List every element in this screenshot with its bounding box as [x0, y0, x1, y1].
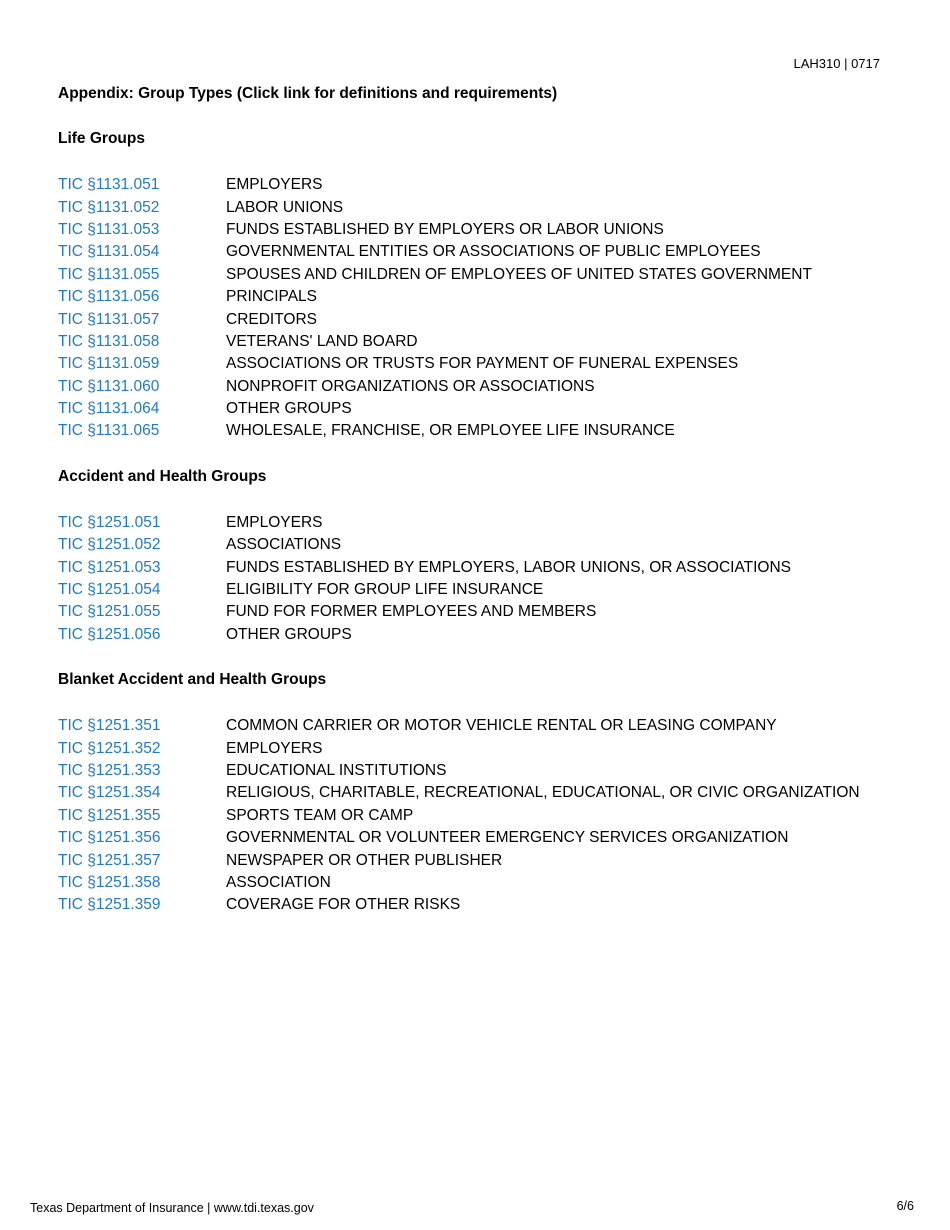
statute-link[interactable]: TIC §1131.059 [58, 355, 160, 373]
group-type-name: NONPROFIT ORGANIZATIONS OR ASSOCIATIONS [226, 377, 595, 395]
group-row [58, 512, 918, 534]
group-row [58, 760, 918, 782]
group-row [58, 376, 918, 398]
statute-link[interactable]: TIC §1251.053 [58, 558, 161, 576]
statute-link[interactable]: TIC §1131.065 [58, 422, 160, 440]
group-type-name: RELIGIOUS, CHARITABLE, RECREATIONAL, EDUCATIONAL, OR CIVIC ORGANIZATION [226, 784, 860, 802]
group-row [58, 872, 918, 894]
statute-link[interactable]: TIC §1251.359 [58, 896, 161, 914]
section-heading-life-groups: Life Groups [58, 130, 145, 147]
statute-link[interactable]: TIC §1251.056 [58, 625, 161, 643]
statute-link[interactable]: TIC §1131.051 [58, 176, 160, 194]
group-row [58, 420, 918, 442]
group-row [58, 737, 918, 759]
statute-link[interactable]: TIC §1251.355 [58, 806, 161, 824]
accident-health-groups-list [58, 512, 918, 646]
statute-link[interactable]: TIC §1251.351 [58, 717, 161, 735]
group-type-name: OTHER GROUPS [226, 400, 352, 418]
group-row [58, 579, 918, 601]
group-type-name: EMPLOYERS [226, 513, 323, 531]
group-type-name: VETERANS' LAND BOARD [226, 332, 418, 350]
group-type-name: ELIGIBILITY FOR GROUP LIFE INSURANCE [226, 581, 544, 599]
group-row [58, 264, 918, 286]
group-type-name: FUNDS ESTABLISHED BY EMPLOYERS, LABOR UNIONS, OR ASSOCIATIONS [226, 558, 792, 576]
statute-link[interactable]: TIC §1251.352 [58, 739, 161, 757]
statute-link[interactable]: TIC §1131.055 [58, 265, 160, 283]
group-type-name: COVERAGE FOR OTHER RISKS [226, 896, 461, 914]
group-type-name: FUNDS ESTABLISHED BY EMPLOYERS OR LABOR UNIONS [226, 220, 664, 238]
group-type-name: SPOUSES AND CHILDREN OF EMPLOYEES OF UNITED STATES GOVERNMENT [226, 265, 812, 283]
group-type-name: FUND FOR FORMER EMPLOYEES AND MEMBERS [226, 603, 597, 621]
group-row [58, 624, 918, 646]
statute-link[interactable]: TIC §1131.052 [58, 198, 160, 216]
life-groups-list [58, 174, 918, 443]
group-type-name: ASSOCIATION [226, 873, 331, 891]
group-type-name: GOVERNMENTAL OR VOLUNTEER EMERGENCY SERVICES ORGANIZATION [226, 829, 789, 847]
group-type-name: ASSOCIATIONS [226, 536, 342, 554]
group-type-name: CREDITORS [226, 310, 318, 328]
group-row [58, 894, 918, 916]
group-row [58, 308, 918, 330]
blanket-accident-health-groups-list [58, 715, 918, 917]
statute-link[interactable]: TIC §1251.354 [58, 784, 161, 802]
statute-link[interactable]: TIC §1251.358 [58, 873, 161, 891]
group-row [58, 534, 918, 556]
group-type-name: EDUCATIONAL INSTITUTIONS [226, 762, 447, 779]
group-row [58, 556, 918, 578]
section-heading-accident-health-groups: Accident and Health Groups [58, 467, 267, 485]
page-title: Appendix: Group Types (Click link for definitions and requirements) [58, 85, 558, 102]
group-type-name: PRINCIPALS [226, 288, 318, 306]
group-type-name: GOVERNMENTAL ENTITIES OR ASSOCIATIONS OF PUBLIC EMPLOYEES [226, 243, 761, 261]
statute-link[interactable]: TIC §1251.052 [58, 536, 161, 554]
group-type-name: ASSOCIATIONS OR TRUSTS FOR PAYMENT OF FUNERAL EXPENSES [226, 355, 739, 373]
statute-link[interactable]: TIC §1131.064 [58, 400, 160, 418]
group-row [58, 241, 918, 263]
statute-link[interactable]: TIC §1131.056 [58, 288, 160, 306]
statute-link[interactable]: TIC §1131.058 [58, 332, 160, 350]
group-type-name: WHOLESALE, FRANCHISE, OR EMPLOYEE LIFE INSURANCE [226, 422, 675, 440]
group-row [58, 331, 918, 353]
statute-link[interactable]: TIC §1251.353 [58, 762, 161, 779]
group-row [58, 174, 918, 196]
group-type-name: SPORTS TEAM OR CAMP [226, 806, 414, 824]
group-type-name: LABOR UNIONS [226, 198, 344, 216]
group-row [58, 782, 918, 804]
group-row [58, 398, 918, 420]
appendix-content [58, 84, 918, 941]
statute-link[interactable]: TIC §1131.053 [58, 220, 160, 238]
group-type-name: EMPLOYERS [226, 176, 323, 194]
page-number: 6/6 [896, 1199, 914, 1213]
group-row [58, 715, 918, 737]
statute-link[interactable]: TIC §1251.356 [58, 829, 161, 847]
statute-link[interactable]: TIC §1131.054 [58, 243, 160, 261]
group-type-name: COMMON CARRIER OR MOTOR VEHICLE RENTAL OR LEASING COMPANY [226, 717, 777, 735]
section-heading-blanket-accident-health-groups: Blanket Accident and Health Groups [58, 671, 327, 689]
group-type-name: EMPLOYERS [226, 739, 323, 757]
group-row [58, 219, 918, 241]
page-code: LAH310 | 0717 [793, 56, 880, 71]
group-row [58, 601, 918, 623]
group-type-name: OTHER GROUPS [226, 625, 352, 643]
statute-link[interactable]: TIC §1251.357 [58, 851, 161, 869]
statute-link[interactable]: TIC §1131.057 [58, 310, 160, 328]
group-row [58, 286, 918, 308]
footer-agency: Texas Department of Insurance | www.tdi.texas.gov [30, 1201, 314, 1215]
statute-link[interactable]: TIC §1251.054 [58, 581, 161, 599]
group-row [58, 805, 918, 827]
group-row [58, 196, 918, 218]
statute-link[interactable]: TIC §1251.051 [58, 513, 161, 531]
group-row [58, 827, 918, 849]
group-row [58, 353, 918, 375]
group-type-name: NEWSPAPER OR OTHER PUBLISHER [226, 851, 503, 869]
statute-link[interactable]: TIC §1251.055 [58, 603, 161, 621]
statute-link[interactable]: TIC §1131.060 [58, 377, 160, 395]
group-row [58, 849, 918, 871]
